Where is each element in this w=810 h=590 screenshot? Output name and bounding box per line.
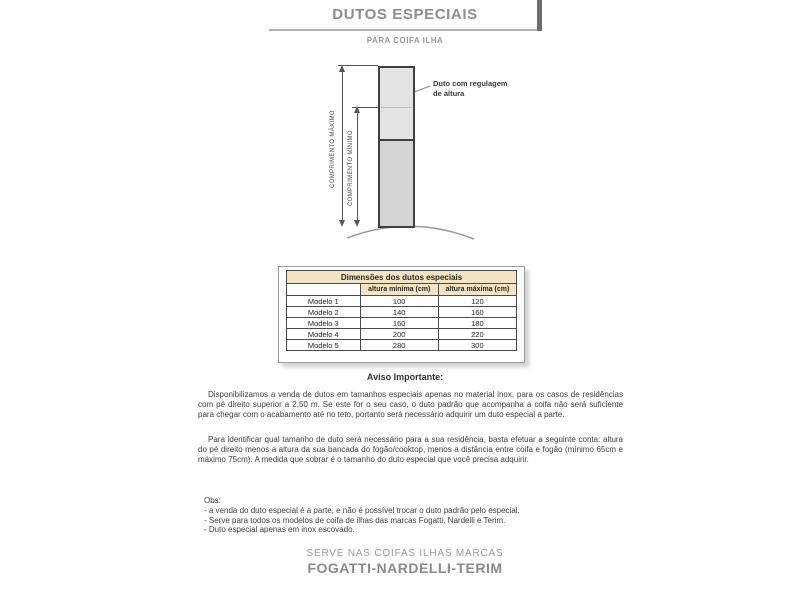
table-row: [287, 318, 517, 329]
arrow-up-icon: [354, 106, 360, 113]
duct-note-line1: Duto com regulagem: [433, 79, 508, 88]
duct-note-line2: de altura: [433, 89, 465, 98]
duct-min-length-mark: [381, 107, 412, 108]
obs-item: - Duto especial apenas em inox escovado.: [204, 525, 355, 535]
model-cell: Modelo 3: [287, 318, 361, 329]
duct-note: [433, 79, 523, 99]
table-row: [287, 296, 517, 307]
max-height-cell: 300: [438, 340, 516, 351]
duct-upper-section: [378, 66, 415, 141]
obs-item: - a venda do duto especial é a parte, e não é possível trocar o duto padrão pelo especial.: [204, 505, 520, 515]
dimensions-panel: [278, 266, 525, 363]
model-cell: Modelo 5: [287, 340, 361, 351]
dimensions-table: [286, 270, 517, 351]
arrow-up-icon: [339, 65, 345, 72]
min-height-cell: 100: [360, 296, 438, 307]
obs-item: - Serve para todos os modelos de coifa de ilhas das marcas Fogatti, Nardelli e Terim.: [204, 515, 506, 525]
max-height-cell: 120: [438, 296, 516, 307]
page-subtitle: PARA COIFA ILHA: [366, 36, 444, 45]
model-cell: Modelo 2: [287, 307, 361, 318]
hood-arc: [347, 226, 474, 239]
title-accent-bar: [537, 0, 542, 31]
table-col-max-header: altura máxima (cm): [438, 284, 516, 296]
footer-brands-text: FOGATTI-NARDELLI-TERIM: [307, 560, 503, 576]
table-title-row: [287, 271, 517, 284]
footer-compatibility-text: SERVE NAS COIFAS ILHAS MARCAS: [306, 548, 504, 559]
min-height-cell: 160: [360, 318, 438, 329]
table-header-row: [287, 284, 517, 296]
max-height-cell: 220: [438, 329, 516, 340]
model-cell: Modelo 1: [287, 296, 361, 307]
min-height-cell: 200: [360, 329, 438, 340]
max-height-cell: 160: [438, 307, 516, 318]
table-row: [287, 307, 517, 318]
table-col-blank: [287, 284, 361, 296]
notice-paragraph-2: Para identificar qual tamanho de duto será necessário para a sua residência, basta efetuar a seguinte conta: altura do pé direito menos a altura da sua bancada do fogão/cooktop, menos a distância entre coifa e fogão (mínimo 65cm e máximo 75cm). A medida que sobrar é o tamanho do duto especial que você precisa adquirir.: [198, 435, 623, 464]
title-underline: [269, 29, 541, 31]
min-height-cell: 140: [360, 307, 438, 318]
max-length-label: COMPRIMENTO MÁXIMO: [330, 110, 336, 188]
notice-paragraph-1: Disponibilizamos a venda de dutos em tamanhos especiais apenas no material inox, para os casos de residências com pé direito superior a 2,50 m. Se este for o seu caso, o duto padrão que acompanha a coifa não será suficiente para chegar com o acabamento até no teto, portanto será necessário adquirir um duto especial a parte.: [198, 390, 623, 419]
max-height-cell: 180: [438, 318, 516, 329]
obs-title: Obs:: [204, 496, 221, 505]
notice-title: Aviso Importante:: [366, 372, 444, 382]
model-cell: Modelo 4: [287, 329, 361, 340]
table-col-min-header: altura mínima (cm): [360, 284, 438, 296]
arrow-down-icon: [339, 220, 345, 227]
min-length-label: COMPRIMENTO MÍNIMO: [348, 130, 354, 206]
min-length-dimension-line: [357, 111, 358, 222]
observations-block: [204, 496, 624, 535]
arrow-down-icon: [354, 220, 360, 227]
table-row: [287, 329, 517, 340]
table-title: Dimensões dos dutos especiais: [287, 271, 517, 284]
table-row: [287, 340, 517, 351]
duct-lower-section: [378, 139, 415, 228]
min-height-cell: 280: [360, 340, 438, 351]
page-title: DUTOS ESPECIAIS: [332, 6, 478, 23]
max-length-dimension-line: [342, 70, 343, 222]
